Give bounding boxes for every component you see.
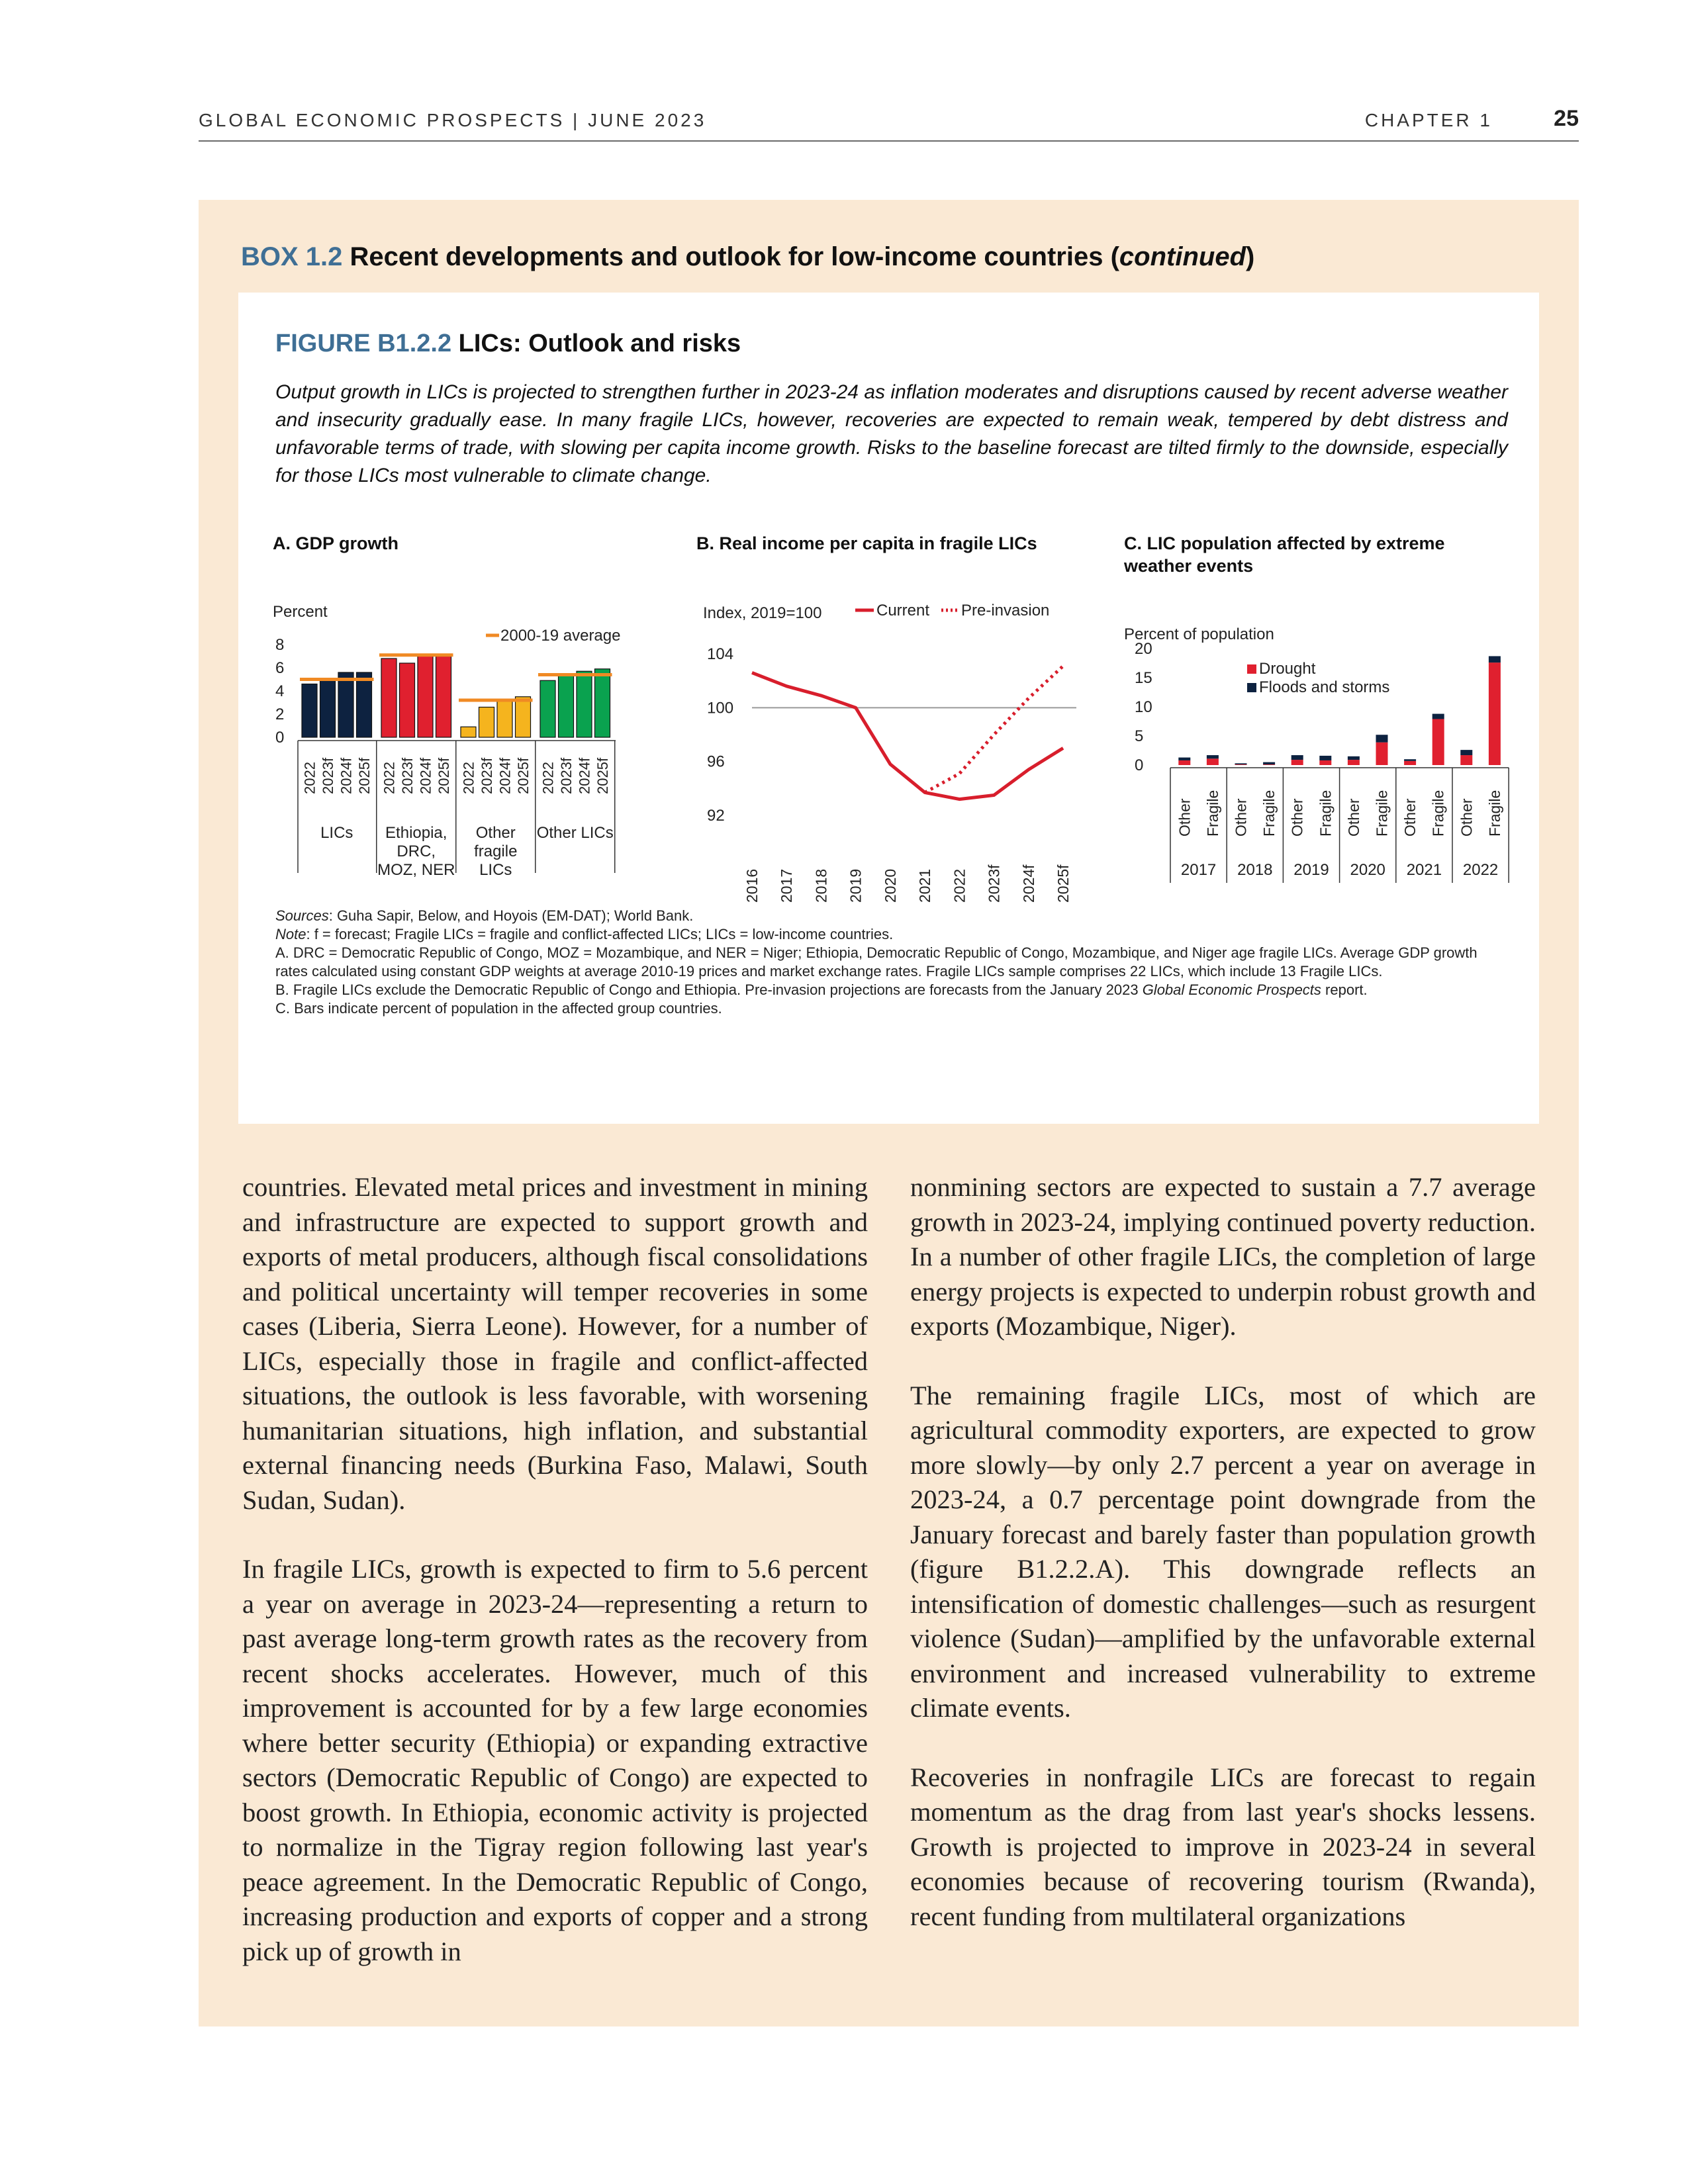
- note-b-italic: Global Economic Prospects: [1142, 981, 1321, 998]
- box-label: BOX 1.2: [241, 242, 343, 271]
- extreme-weather-chart: [1124, 532, 1501, 889]
- legend-drought-label: Drought: [1259, 660, 1316, 678]
- legend-preinvasion-label: Pre-invasion: [961, 602, 1050, 619]
- y-tick-label: 10: [1135, 698, 1152, 716]
- note-label: Note: [275, 926, 306, 942]
- bar-floods-2020-other: [1348, 756, 1360, 760]
- page-number: 25: [1554, 106, 1579, 131]
- y-axis-label: Percent: [273, 603, 328, 621]
- box-1-2: [199, 200, 1579, 2026]
- note-text: : f = forecast; Fragile LICs = fragile and conflict-affected LICs; LICs = low-income countries.: [306, 926, 894, 942]
- bar-drought-2018-other: [1235, 764, 1247, 765]
- group-label: LICs: [320, 824, 353, 842]
- x-tick-label: 2025f: [1055, 864, 1072, 903]
- legend-floods-swatch: [1247, 683, 1256, 692]
- bar-1-2: [418, 655, 433, 737]
- legend-current-label: Current: [876, 602, 930, 619]
- x-tick-label: 2024f: [576, 757, 593, 794]
- year-label: 2020: [1350, 861, 1385, 879]
- panel-a-title: A. GDP growth: [273, 533, 399, 553]
- bar-floods-2021-fragile: [1432, 714, 1444, 719]
- bar-floods-2017-other: [1178, 758, 1190, 760]
- gdp-growth-chart: [273, 532, 657, 889]
- x-tick-label: Fragile: [1373, 790, 1391, 837]
- x-tick-label: 2023f: [558, 757, 575, 794]
- bar-3-2: [577, 671, 592, 737]
- x-tick-label: 2021: [916, 868, 934, 903]
- bar-drought-2019-other: [1291, 760, 1303, 765]
- x-tick-label: 2024f: [496, 757, 514, 794]
- x-tick-label: 2018: [812, 868, 830, 903]
- chapter-label: CHAPTER 1: [1364, 110, 1493, 130]
- bar-1-0: [381, 659, 397, 737]
- note-a: A. DRC = Democratic Republic of Congo, MOZ = Mozambique, and NER = Niger; Ethiopia, Democratic Republic of Congo, Mozambique, and Niger age fragile LICs. Average GDP growth rates calculated using constant GDP weights at average 2010-19 prices and market exchange rates. Fragile LICs sample comprises 22 LICs, which include 13 Fragile LICs.: [275, 944, 1477, 979]
- sources-label: Sources: [275, 907, 329, 924]
- figure-notes: [275, 907, 1508, 1018]
- x-tick-label: 2019: [847, 868, 865, 903]
- x-tick-label: 2022: [539, 762, 557, 794]
- series-line-current: [752, 672, 1063, 799]
- y-tick-label: 104: [707, 645, 734, 663]
- y-tick-label: 6: [275, 659, 285, 677]
- bar-drought-2018-fragile: [1263, 764, 1275, 765]
- bar-0-2: [338, 672, 353, 737]
- year-label: 2017: [1180, 861, 1217, 879]
- y-axis-label: Percent of population: [1124, 625, 1274, 643]
- x-tick-label: 2024f: [1019, 864, 1037, 903]
- legend-drought-swatch: [1247, 664, 1256, 674]
- group-label: Other LICs: [536, 824, 614, 842]
- bar-drought-2020-other: [1348, 760, 1360, 765]
- panel-b-real-income: [696, 532, 1094, 903]
- x-tick-label: 2025f: [515, 757, 532, 794]
- bar-1-3: [436, 657, 451, 738]
- group-label: LICs: [479, 861, 512, 879]
- box-title-italic: continued: [1119, 242, 1246, 271]
- bar-floods-2018-fragile: [1263, 762, 1275, 765]
- x-tick-label: 2025f: [594, 757, 611, 794]
- y-tick-label: 4: [275, 682, 285, 700]
- x-tick-label: 2025f: [356, 757, 373, 794]
- bar-0-0: [302, 684, 317, 738]
- bar-2-0: [461, 727, 476, 737]
- x-tick-label: 2024f: [417, 757, 434, 794]
- figure-b1-2-2: [238, 293, 1539, 1124]
- x-tick-label: Other: [1344, 798, 1362, 837]
- y-tick-label: 0: [275, 729, 285, 747]
- x-tick-label: 2023f: [985, 864, 1003, 903]
- group-label: MOZ, NER: [377, 861, 455, 879]
- bar-drought-2021-other: [1404, 761, 1416, 765]
- x-tick-label: 2022: [301, 762, 318, 794]
- x-tick-label: Other: [1232, 798, 1250, 837]
- x-tick-label: 2023f: [320, 757, 336, 794]
- bar-drought-2022-other: [1460, 755, 1472, 765]
- y-tick-label: 2: [275, 705, 285, 723]
- x-tick-label: Other: [1458, 798, 1476, 837]
- y-tick-label: 0: [1135, 756, 1144, 774]
- bar-2-2: [497, 700, 512, 737]
- bar-0-3: [357, 672, 372, 737]
- note-c: C. Bars indicate percent of population in the affected group countries.: [275, 1000, 722, 1017]
- paragraph: In fragile LICs, growth is expected to firm to 5.6 percent a year on average in 2023-24—representing a return to past average long-term growth rates as the recovery from recent shocks accelerates. However, much of this improvement is accounted for by a few large economies where better security (Ethiopia) or expanding extractive sectors (Democratic Republic of Congo) are expected to boost growth. In Ethiopia, economic activity is projected to normalize in the Tigray region following last year's peace agreement. In the Democratic Republic of Congo, increasing production and exports of copper and a strong pick up of growth in: [242, 1554, 868, 1966]
- bar-2-1: [479, 707, 494, 738]
- y-tick-label: 5: [1135, 727, 1144, 745]
- x-tick-label: Fragile: [1485, 790, 1503, 837]
- bar-floods-2022-fragile: [1489, 656, 1501, 662]
- y-tick-label: 96: [707, 752, 725, 771]
- x-tick-label: Other: [1176, 798, 1194, 837]
- x-tick-label: 2022: [460, 762, 477, 794]
- bar-drought-2021-fragile: [1432, 719, 1444, 765]
- x-tick-label: Other: [1401, 798, 1419, 837]
- bar-3-3: [595, 669, 610, 737]
- x-tick-label: Fragile: [1317, 790, 1335, 837]
- y-tick-label: 20: [1135, 640, 1152, 658]
- x-tick-label: Fragile: [1429, 790, 1447, 837]
- bar-floods-2018-other: [1235, 763, 1247, 764]
- bar-2-3: [516, 697, 531, 737]
- bar-drought-2017-other: [1178, 760, 1190, 765]
- real-income-chart: [696, 532, 1094, 903]
- paragraph: The remaining fragile LICs, most of which are agricultural commodity exporters, are expected to grow more slowly—by only 2.7 percent a year on average in 2023-24, a 0.7 percentage point downgrade from the January forecast and barely faster than population growth (figure B1.2.2.A). This downgrade reflects an intensification of domestic challenges—such as resurgent violence (Sudan)—amplified by the unfavorable external environment and increased vulnerability to extreme climate events.: [910, 1380, 1536, 1723]
- general-note: [275, 925, 1508, 944]
- sources-text: : Guha Sapir, Below, and Hoyois (EM-DAT); World Bank.: [328, 907, 694, 924]
- panel-c-extreme-weather: [1124, 532, 1501, 889]
- box-title-end: ): [1246, 242, 1255, 271]
- x-tick-label: 2022: [951, 868, 968, 903]
- bar-0-1: [320, 680, 336, 738]
- bar-floods-2019-other: [1291, 755, 1303, 760]
- bar-floods-2022-other: [1460, 750, 1472, 755]
- note-b-start: B. Fragile LICs exclude the Democratic Republic of Congo and Ethiopia. Pre-invasion projections are forecasts from the January 2023: [275, 981, 1143, 998]
- box-title-text: Recent developments and outlook for low-income countries (: [350, 242, 1119, 271]
- x-tick-label: 2016: [743, 868, 761, 903]
- figure-caption: Output growth in LICs is projected to strengthen further in 2023-24 as inflation moderates and disruptions caused by recent adverse weather and insecurity gradually ease. In many fragile LICs, however, recoveries are expected to remain weak, tempered by debt distress and unfavorable terms of trade, with slowing per capita income growth. Risks to the baseline forecast are tilted firmly to the downside, especially for those LICs most vulnerable to climate change.: [275, 381, 1508, 486]
- group-label: fragile: [474, 842, 518, 860]
- x-tick-label: 2024f: [338, 757, 355, 794]
- body-column-left: [242, 1170, 868, 2003]
- series-line-pre-invasion: [925, 666, 1063, 792]
- paragraph: Recoveries in nonfragile LICs are forecast to regain momentum as the drag from last year's shocks lessens. Growth is projected to improve in 2023-24 in several economies because of recovering tourism (Rwanda), recent funding from multilateral organizations: [910, 1762, 1536, 1931]
- bar-3-1: [559, 676, 574, 737]
- year-label: 2021: [1406, 861, 1442, 879]
- box-title: [241, 242, 1254, 272]
- x-tick-label: 2023f: [479, 757, 495, 794]
- legend-average-label: 2000-19 average: [500, 627, 621, 645]
- bar-floods-2019-fragile: [1319, 756, 1331, 760]
- publication-title: GLOBAL ECONOMIC PROSPECTS | JUNE 2023: [199, 110, 707, 130]
- y-axis-label: Index, 2019=100: [703, 604, 822, 622]
- x-tick-label: Fragile: [1203, 790, 1221, 837]
- paragraph: countries. Elevated metal prices and investment in mining and infrastructure are expected to support growth and exports of metal producers, although fiscal consolidations and political uncertainty will temper recoveries in some cases (Liberia, Sierra Leone). However, for a number of LICs, especially those in fragile and conflict-affected situations, the outlook is less favorable, with worsening humanitarian situations, high inflation, and substantial external financing needs (Burkina Faso, Malawi, South Sudan, Sudan).: [242, 1172, 868, 1515]
- year-label: 2022: [1462, 861, 1499, 879]
- note-b-end: report.: [1321, 981, 1368, 998]
- y-tick-label: 8: [275, 636, 285, 654]
- sources-note: [275, 907, 1508, 925]
- y-tick-label: 92: [707, 807, 725, 825]
- figure-label: FIGURE B1.2.2: [275, 330, 452, 357]
- year-label: 2019: [1293, 861, 1329, 879]
- panel-a-gdp-growth: [273, 532, 657, 889]
- bar-floods-2021-other: [1404, 759, 1416, 761]
- y-tick-label: 100: [707, 699, 734, 717]
- group-label: DRC,: [397, 842, 436, 860]
- panel-b-title: B. Real income per capita in fragile LICs: [696, 533, 1037, 553]
- group-label: Other: [475, 824, 516, 842]
- x-tick-label: 2023f: [399, 757, 416, 794]
- bar-drought-2017-fragile: [1207, 758, 1219, 765]
- bar-3-0: [540, 680, 555, 737]
- legend-floods-label: Floods and storms: [1259, 678, 1390, 696]
- note-b: [275, 981, 1508, 999]
- x-tick-label: Other: [1288, 798, 1306, 837]
- figure-title: [275, 330, 741, 358]
- running-header: [199, 106, 1579, 142]
- body-column-right: [910, 1170, 1536, 1968]
- panel-c-title-line-1: C. LIC population affected by extreme: [1124, 533, 1445, 553]
- bar-drought-2019-fragile: [1319, 760, 1331, 765]
- bar-floods-2017-fragile: [1207, 755, 1219, 758]
- bar-drought-2020-fragile: [1376, 743, 1388, 765]
- x-tick-label: 2017: [778, 868, 796, 903]
- year-label: 2018: [1237, 861, 1273, 879]
- bar-drought-2022-fragile: [1489, 662, 1501, 765]
- x-tick-label: 2025f: [436, 757, 452, 794]
- x-tick-label: Fragile: [1260, 790, 1278, 837]
- panel-c-title-line-2: weather events: [1124, 556, 1254, 576]
- y-tick-label: 15: [1135, 669, 1152, 687]
- x-tick-label: 2022: [381, 762, 398, 794]
- paragraph: nonmining sectors are expected to sustain a 7.7 average growth in 2023-24, implying continued poverty reduction. In a number of other fragile LICs, the completion of large energy projects is expected to underpin robust growth and exports (Mozambique, Niger).: [910, 1172, 1536, 1341]
- bar-1-1: [400, 663, 415, 737]
- figure-title-text: LICs: Outlook and risks: [458, 330, 741, 357]
- x-tick-label: 2020: [881, 868, 899, 903]
- group-label: Ethiopia,: [385, 824, 447, 842]
- bar-floods-2020-fragile: [1376, 735, 1388, 742]
